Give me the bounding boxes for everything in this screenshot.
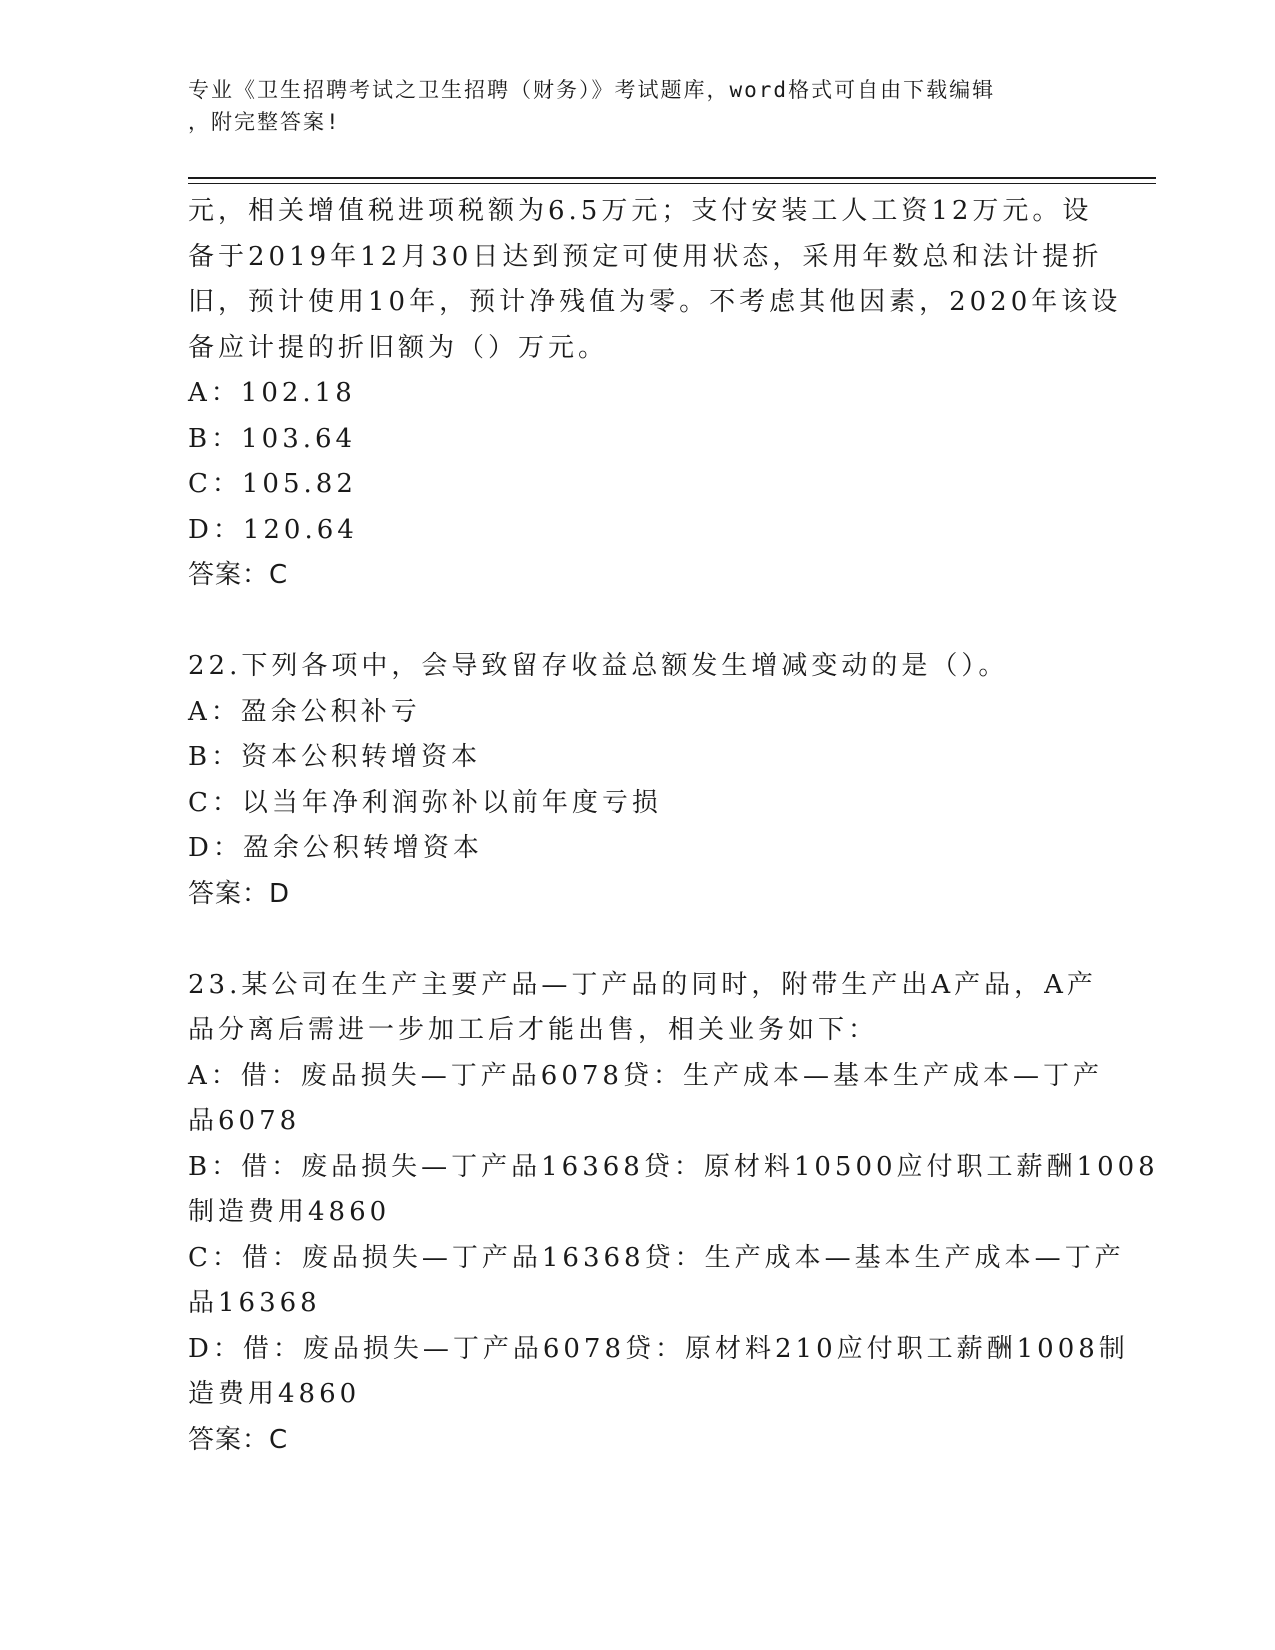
option-b: B：103.64 [188, 423, 357, 454]
question-text-line: 元，相关增值税进项税额为6.5万元；支付安装工人工资12万元。设 [188, 196, 1093, 226]
question-text-line: 品分离后需进一步加工后才能出售，相关业务如下： [188, 1015, 879, 1045]
option-a-continued: 品6078 [188, 1106, 301, 1136]
option-c: C：以当年净利润弥补以前年度亏损 [188, 787, 662, 818]
question-22 [188, 644, 1088, 917]
option-a: A：102.18 [188, 378, 356, 408]
document-header [188, 74, 1068, 138]
option-d: D：借：废品损失—丁产品6078贷：原材料210应付职工薪酬1008制 [188, 1333, 1129, 1364]
question-text-line: 备应计提的折旧额为（）万元。 [188, 332, 609, 363]
answer-label: 答案：C [188, 560, 289, 590]
option-b-continued: 制造费用4860 [188, 1197, 391, 1227]
question-text-line: 备于2019年12月30日达到预定可使用状态，采用年数总和法计提折 [188, 241, 1103, 272]
spacer [188, 599, 1088, 645]
option-d: D：盈余公积转增资本 [188, 833, 483, 863]
option-d: D：120.64 [188, 514, 358, 545]
question-list [188, 189, 1159, 1463]
answer-label: 答案：C [188, 1424, 289, 1455]
option-c-continued: 品16368 [188, 1288, 321, 1318]
option-c: C：借：废品损失—丁产品16368贷：生产成本—基本生产成本—丁产 [188, 1242, 1125, 1273]
header-divider-thick [188, 177, 1156, 179]
option-d-continued: 造费用4860 [188, 1379, 361, 1409]
option-b: B：借：废品损失—丁产品16368贷：原材料10500应付职工薪酬1008 [188, 1151, 1159, 1182]
spacer [188, 917, 1088, 963]
question-23 [188, 963, 1159, 1464]
option-a: A：借：废品损失—丁产品6078贷：生产成本—基本生产成本—丁产 [188, 1060, 1103, 1091]
header-line-1: 专业《卫生招聘考试之卫生招聘（财务）》考试题库，word格式可自由下载编辑 [188, 78, 996, 102]
option-c: C：105.82 [188, 469, 357, 499]
header-line-2: ，附完整答案! [188, 110, 341, 134]
header-divider-thin [188, 183, 1156, 184]
option-a: A：盈余公积补亏 [188, 696, 421, 727]
question-text-line: 23.某公司在生产主要产品—丁产品的同时，附带生产出A产品，A产 [188, 969, 1097, 1000]
question-text-line: 旧，预计使用10年，预计净残值为零。不考虑其他因素，2020年该设 [188, 287, 1122, 317]
answer-label: 答案：D [188, 878, 291, 909]
question-text-line: 22.下列各项中，会导致留存收益总额发生增减变动的是（）。 [188, 651, 1009, 681]
option-b: B：资本公积转增资本 [188, 742, 482, 772]
question-21 [188, 189, 1122, 599]
